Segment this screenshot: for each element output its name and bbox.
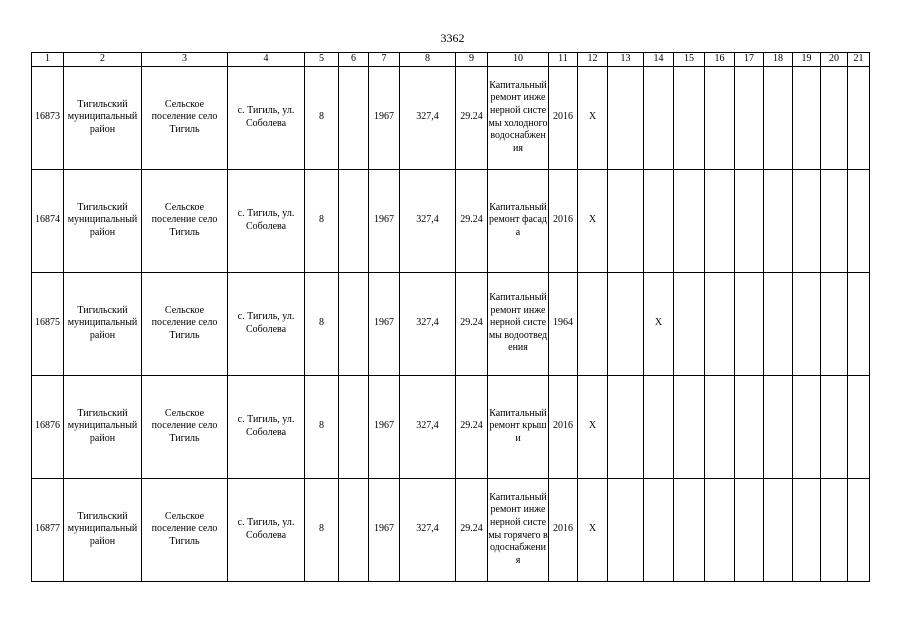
- cell-col-1: 16874: [32, 169, 64, 272]
- repair-schedule-table: [31, 52, 870, 582]
- cell-col-3: Сельское поселение село Тигиль: [142, 169, 228, 272]
- column-number-14: 14: [644, 53, 674, 67]
- cell-col-14: [644, 66, 674, 169]
- cell-col-8: 327,4: [400, 272, 456, 375]
- cell-col-10: Капитальный ремонт инженерной системы водоотведения: [488, 272, 549, 375]
- cell-col-7: 1967: [369, 375, 400, 478]
- cell-col-10: Капитальный ремонт фасада: [488, 169, 549, 272]
- cell-col-1: 16875: [32, 272, 64, 375]
- cell-col-6: [339, 272, 369, 375]
- cell-col-4: с. Тигиль, ул. Соболева: [228, 478, 305, 581]
- column-number-8: 8: [400, 53, 456, 67]
- cell-col-13: [608, 169, 644, 272]
- cell-col-5: 8: [305, 375, 339, 478]
- cell-col-11: 2016: [549, 66, 578, 169]
- cell-col-17: [735, 66, 764, 169]
- cell-col-2: Тигильский муниципальный район: [64, 478, 142, 581]
- cell-col-19: [793, 478, 821, 581]
- cell-col-7: 1967: [369, 169, 400, 272]
- column-number-6: 6: [339, 53, 369, 67]
- cell-col-11: 1964: [549, 272, 578, 375]
- cell-col-14: [644, 478, 674, 581]
- page-number: 3362: [440, 31, 465, 45]
- column-number-15: 15: [674, 53, 705, 67]
- column-number-2: 2: [64, 53, 142, 67]
- cell-col-15: [674, 272, 705, 375]
- column-number-10: 10: [488, 53, 549, 67]
- cell-col-18: [764, 169, 793, 272]
- cell-col-18: [764, 375, 793, 478]
- column-number-20: 20: [821, 53, 848, 67]
- column-number-12: 12: [578, 53, 608, 67]
- cell-col-12: [578, 272, 608, 375]
- cell-col-1: 16877: [32, 478, 64, 581]
- cell-col-16: [705, 478, 735, 581]
- cell-col-5: 8: [305, 169, 339, 272]
- cell-col-18: [764, 478, 793, 581]
- cell-col-10: Капитальный ремонт инженерной системы холодного водоснабжения: [488, 66, 549, 169]
- cell-col-3: Сельское поселение село Тигиль: [142, 478, 228, 581]
- cell-col-2: Тигильский муниципальный район: [64, 375, 142, 478]
- cell-col-12: X: [578, 478, 608, 581]
- cell-col-20: [821, 375, 848, 478]
- cell-col-11: 2016: [549, 375, 578, 478]
- cell-col-3: Сельское поселение село Тигиль: [142, 66, 228, 169]
- cell-col-6: [339, 169, 369, 272]
- cell-col-21: [848, 272, 870, 375]
- column-number-4: 4: [228, 53, 305, 67]
- cell-col-21: [848, 169, 870, 272]
- column-number-21: 21: [848, 53, 870, 67]
- cell-col-9: 29.24: [456, 478, 488, 581]
- cell-col-15: [674, 66, 705, 169]
- table-row: [32, 66, 870, 169]
- cell-col-13: [608, 272, 644, 375]
- cell-col-11: 2016: [549, 478, 578, 581]
- cell-col-15: [674, 375, 705, 478]
- cell-col-4: с. Тигиль, ул. Соболева: [228, 272, 305, 375]
- cell-col-17: [735, 169, 764, 272]
- cell-col-9: 29.24: [456, 272, 488, 375]
- cell-col-11: 2016: [549, 169, 578, 272]
- cell-col-14: [644, 375, 674, 478]
- table-body: [32, 66, 870, 581]
- cell-col-4: с. Тигиль, ул. Соболева: [228, 375, 305, 478]
- cell-col-2: Тигильский муниципальный район: [64, 66, 142, 169]
- cell-col-16: [705, 375, 735, 478]
- cell-col-14: X: [644, 272, 674, 375]
- cell-col-16: [705, 66, 735, 169]
- table-row: [32, 375, 870, 478]
- cell-col-17: [735, 478, 764, 581]
- cell-col-9: 29.24: [456, 66, 488, 169]
- cell-col-15: [674, 169, 705, 272]
- column-number-3: 3: [142, 53, 228, 67]
- column-number-5: 5: [305, 53, 339, 67]
- cell-col-1: 16873: [32, 66, 64, 169]
- cell-col-8: 327,4: [400, 375, 456, 478]
- cell-col-5: 8: [305, 66, 339, 169]
- cell-col-19: [793, 169, 821, 272]
- cell-col-10: Капитальный ремонт крыши: [488, 375, 549, 478]
- cell-col-6: [339, 375, 369, 478]
- cell-col-12: X: [578, 375, 608, 478]
- cell-col-2: Тигильский муниципальный район: [64, 272, 142, 375]
- cell-col-20: [821, 272, 848, 375]
- cell-col-9: 29.24: [456, 375, 488, 478]
- column-number-9: 9: [456, 53, 488, 67]
- cell-col-8: 327,4: [400, 66, 456, 169]
- column-number-17: 17: [735, 53, 764, 67]
- cell-col-20: [821, 478, 848, 581]
- cell-col-21: [848, 478, 870, 581]
- cell-col-3: Сельское поселение село Тигиль: [142, 272, 228, 375]
- cell-col-17: [735, 375, 764, 478]
- cell-col-6: [339, 66, 369, 169]
- table-row: [32, 272, 870, 375]
- cell-col-13: [608, 66, 644, 169]
- cell-col-8: 327,4: [400, 169, 456, 272]
- column-number-18: 18: [764, 53, 793, 67]
- cell-col-1: 16876: [32, 375, 64, 478]
- cell-col-4: с. Тигиль, ул. Соболева: [228, 169, 305, 272]
- column-number-13: 13: [608, 53, 644, 67]
- cell-col-19: [793, 375, 821, 478]
- cell-col-15: [674, 478, 705, 581]
- cell-col-18: [764, 272, 793, 375]
- column-number-19: 19: [793, 53, 821, 67]
- column-number-1: 1: [32, 53, 64, 67]
- cell-col-13: [608, 375, 644, 478]
- cell-col-7: 1967: [369, 66, 400, 169]
- column-number-11: 11: [549, 53, 578, 67]
- cell-col-21: [848, 375, 870, 478]
- cell-col-16: [705, 169, 735, 272]
- cell-col-3: Сельское поселение село Тигиль: [142, 375, 228, 478]
- cell-col-20: [821, 169, 848, 272]
- cell-col-6: [339, 478, 369, 581]
- cell-col-9: 29.24: [456, 169, 488, 272]
- cell-col-20: [821, 66, 848, 169]
- cell-col-17: [735, 272, 764, 375]
- cell-col-7: 1967: [369, 272, 400, 375]
- cell-col-16: [705, 272, 735, 375]
- column-number-7: 7: [369, 53, 400, 67]
- cell-col-5: 8: [305, 478, 339, 581]
- cell-col-7: 1967: [369, 478, 400, 581]
- cell-col-21: [848, 66, 870, 169]
- cell-col-2: Тигильский муниципальный район: [64, 169, 142, 272]
- cell-col-5: 8: [305, 272, 339, 375]
- cell-col-12: X: [578, 66, 608, 169]
- table-row: [32, 478, 870, 581]
- cell-col-19: [793, 272, 821, 375]
- cell-col-13: [608, 478, 644, 581]
- column-number-row: [32, 53, 870, 67]
- cell-col-19: [793, 66, 821, 169]
- cell-col-4: с. Тигиль, ул. Соболева: [228, 66, 305, 169]
- column-number-16: 16: [705, 53, 735, 67]
- cell-col-10: Капитальный ремонт инженерной системы горячего водоснабжения: [488, 478, 549, 581]
- table-row: [32, 169, 870, 272]
- cell-col-12: X: [578, 169, 608, 272]
- cell-col-18: [764, 66, 793, 169]
- cell-col-14: [644, 169, 674, 272]
- cell-col-8: 327,4: [400, 478, 456, 581]
